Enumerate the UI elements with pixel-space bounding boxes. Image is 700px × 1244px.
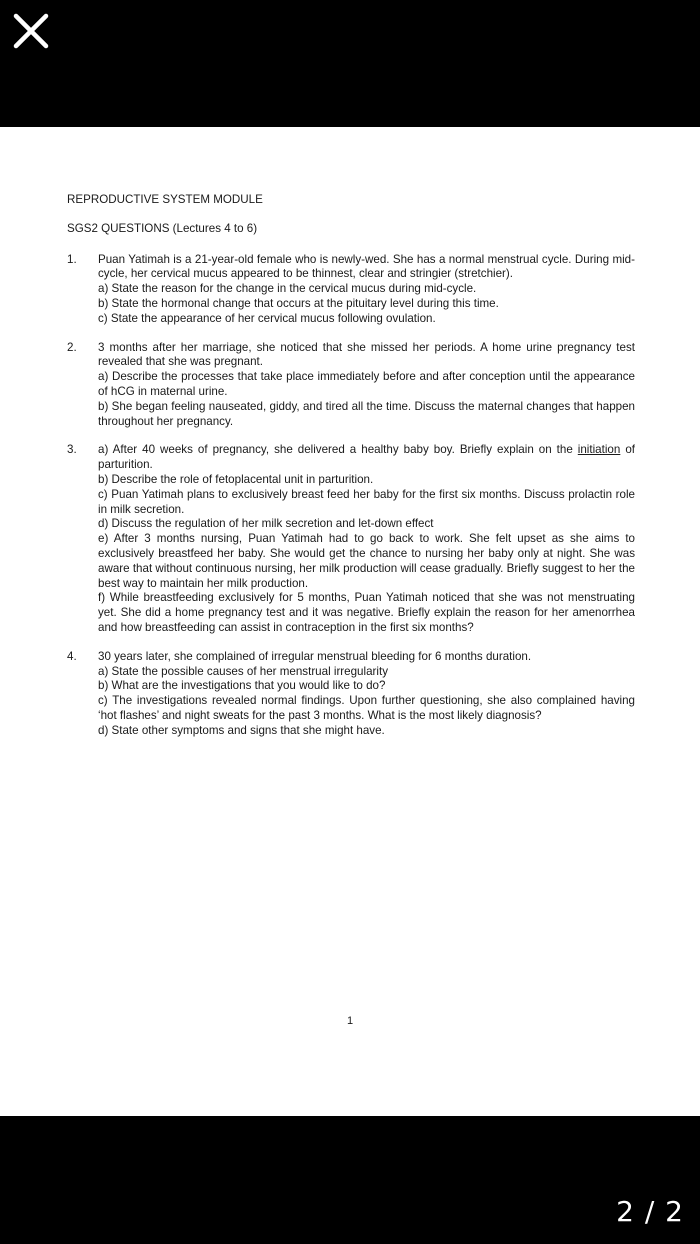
question-part: b) She began feeling nauseated, giddy, and tired all the time. Discuss the maternal changes that happen throughout her pregnancy. [98,399,635,428]
question-text: 30 years later, she complained of irregular menstrual bleeding for 6 months duration. [98,649,532,663]
questions-title: SGS2 QUESTIONS (Lectures 4 to 6) [67,221,258,235]
question-text: Puan Yatimah is a 21-year-old female who is newly-wed. She has a normal menstrual cycle. During mid-cycle, her cervical mucus appeared to be thinnest, clear and stringier (stretchier). [98,252,635,281]
question-part: b) Describe the role of fetoplacental unit in parturition. [98,472,374,486]
question-part [98,443,635,473]
question-number: 4. [67,649,77,663]
question-part: c) Puan Yatimah plans to exclusively breast feed her baby for the first six months. Discuss prolactin role in milk secretion. [98,487,635,516]
question-part: b) What are the investigations that you would like to do? [98,679,386,693]
close-x-icon[interactable] [10,10,52,52]
question-3 [67,443,635,635]
question-number: 3. [67,443,77,457]
module-title: REPRODUCTIVE SYSTEM MODULE [67,193,263,206]
question-part: f) While breastfeeding exclusively for 5 months, Puan Yatimah noticed that she was not menstruating yet. She did a home pregnancy test and it was negative. Briefly explain the reason for her amenorrhea and how breastfeeding can assist in contraception in the first six months? [98,591,635,634]
question-body [98,650,635,739]
page-indicator: 2 / 2 [616,1195,684,1228]
viewer-top-bar [0,0,700,127]
question-part-prefix: a) After 40 weeks of pregnancy, she delivered a healthy baby boy. Briefly explain on the [98,443,578,457]
underlined-term: initiation [577,443,621,457]
page-number: 1 [346,1015,354,1027]
question-2 [67,341,635,430]
question-body [98,443,635,635]
question-part: b) State the hormonal change that occurs at the pituitary level during this time. [98,296,499,310]
document-body [67,193,635,753]
close-button[interactable] [10,10,52,52]
question-part: a) Describe the processes that take place immediately before and after conception until the appearance of hCG in maternal urine. [98,370,635,398]
question-part: d) Discuss the regulation of her milk secretion and let-down effect [98,517,434,531]
document-page [0,127,700,1116]
question-part: d) State other symptoms and signs that she might have. [98,723,385,737]
question-part: a) State the possible causes of her menstrual irregularity [98,664,388,678]
question-number: 2. [67,340,77,354]
question-1 [67,253,635,327]
question-part: e) After 3 months nursing, Puan Yatimah had to go back to work. She felt upset as she aims to exclusively breastfeed her baby. She would get the chance to nursing her baby only at night. She was aware that without continuous nursing, her milk production will cease gradually. Briefly suggest to her the best way to maintain her milk production. [98,532,635,590]
question-part-suffix: of parturition. [98,443,635,472]
viewer-bottom-bar [0,1116,700,1244]
question-part: c) State the appearance of her cervical mucus following ovulation. [98,311,436,325]
question-text: 3 months after her marriage, she noticed that she missed her periods. A home urine pregnancy test revealed that she was pregnant. [98,340,635,369]
question-number: 1. [67,252,77,266]
question-body [98,341,635,430]
question-part: c) The investigations revealed normal findings. Upon further questioning, she also complained having ‘hot flashes’ and night sweats for the past 3 months. What is the most likely diagnosis? [98,694,635,722]
question-4 [67,650,635,739]
question-part: a) State the reason for the change in the cervical mucus during mid-cycle. [98,282,477,296]
question-body [98,253,635,327]
